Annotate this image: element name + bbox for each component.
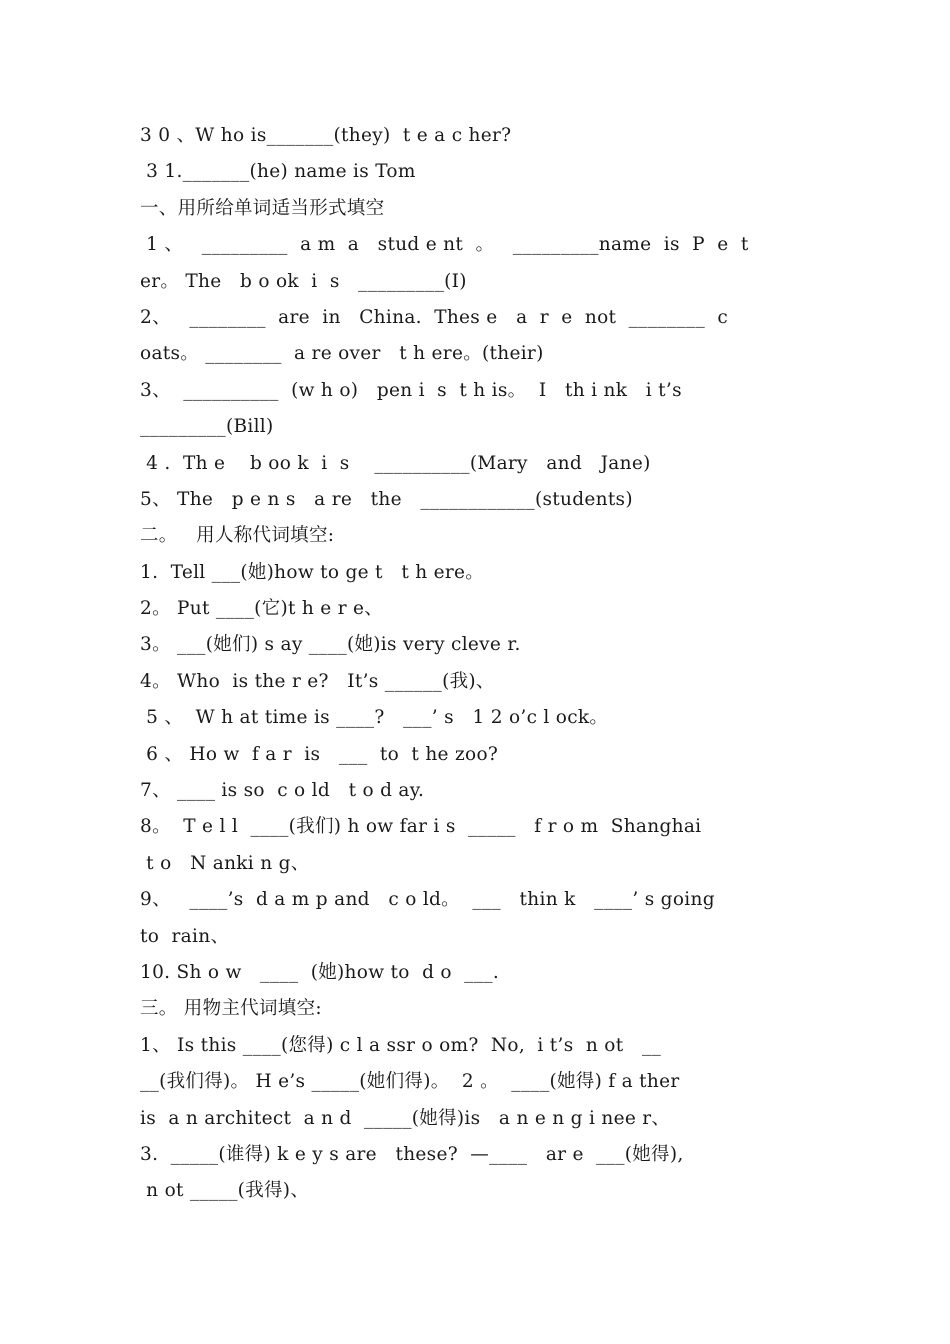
section-2-question-9-line-1: 9、 ____’s d a m p and c o ld。 ___ thin k ____’ s going [140, 889, 715, 911]
section-3-question-3-line-2: n ot _____(我得)、 [140, 1180, 310, 1202]
section-2-question-1: 1. Tell ___(她)how to ge t t h ere。 [140, 561, 485, 583]
section-1-question-5: 5、 The p e n s a re the ____________(students) [140, 488, 633, 510]
section-2-question-10: 10. Sh o w ____ (她)how to d o ___. [140, 961, 500, 983]
question-30: 3 0 、W ho is_______(they) t e a c her? [140, 125, 512, 146]
section-2-question-8-line-1: 8。 T e l l ____(我们) h ow far i s _____ f r o m Shanghai [140, 816, 702, 838]
section-2-heading: 二。 用人称代词填空: [140, 525, 335, 547]
section-1-question-1-line-1: 1 、 _________ a m a stud e nt 。 _________name is P e t [140, 234, 749, 256]
section-3-question-3-line-1: 3. _____(谁得) k e y s are these? —____ ar e ___(她得), [140, 1143, 684, 1165]
section-1-question-3-line-1: 3、 __________ (w h o) pen i s t h is。 I th i nk i t’s [140, 379, 682, 401]
section-2-question-4: 4。 Who is the r e? It’s ______(我)、 [140, 670, 495, 692]
worksheet [140, 118, 812, 1210]
section-2-question-2: 2。 Put ____(它)t h e r e、 [140, 598, 384, 620]
section-1-question-2-line-1: 2、 ________ are in China. Thes e a r e not ________ c [140, 306, 729, 328]
section-1-question-2-line-2: oats。 ________ a re over t h ere。(their) [140, 343, 544, 365]
section-1-question-4: 4 . Th e b oo k i s __________(Mary and Jane) [140, 452, 651, 474]
section-2-question-7: 7、 ____ is so c o ld t o d ay. [140, 780, 425, 802]
section-3-question-1-line-1: 1、 Is this ____(您得) c l a ssr o om? No, i t’s n ot __ [140, 1034, 662, 1056]
section-1-question-3-line-2: _________(Bill) [140, 416, 274, 438]
question-31: 3 1._______(he) name is Tom [140, 161, 416, 183]
section-3-heading: 三。 用物主代词填空: [140, 998, 322, 1020]
section-1-heading: 一、用所给单词适当形式填空 [140, 197, 385, 219]
section-1-question-1-line-2: er。 The b o ok i s _________(I) [140, 270, 467, 292]
section-3-question-1-line-2: __(我们得)。 H e’s _____(她们得)。 2 。 ____(她得) f a ther [140, 1071, 680, 1093]
section-2-question-6: 6 、 Ho w f a r is ___ to t he zoo? [140, 743, 499, 765]
section-2-question-5: 5 、 W h at time is ____? ___’ s 1 2 o’c l ock。 [140, 707, 609, 729]
section-3-question-2: is a n architect a n d _____(她得)is a n e n g i nee r、 [140, 1107, 671, 1129]
section-2-question-9-line-2: to rain、 [140, 925, 230, 947]
section-2-question-3: 3。 ___(她们) s ay ____(她)is very cleve r. [140, 634, 521, 656]
section-2-question-8-line-2: t o N anki n g、 [140, 852, 310, 874]
